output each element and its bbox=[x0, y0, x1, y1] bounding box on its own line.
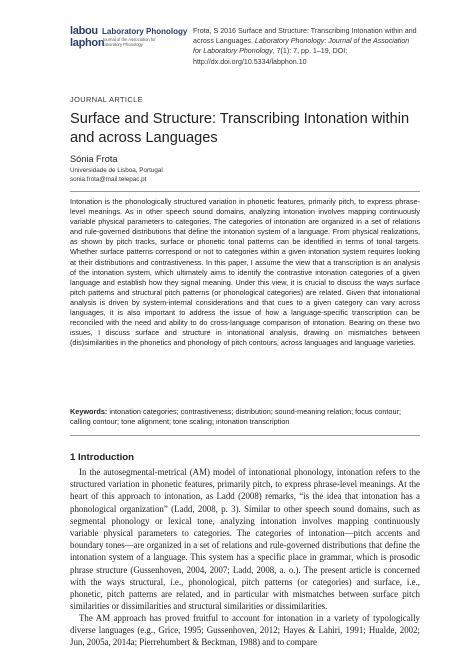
article-type-label: JOURNAL ARTICLE bbox=[70, 95, 143, 104]
keywords-label: Keywords: bbox=[70, 407, 108, 416]
intro-paragraph-1: In the autosegmental-metrical (AM) model of intonational phonology, intonation refers to the structured variation in phonetic features, primarily pitch, to express phrase-level meanings. At the heart of this approach to intonation, as Ladd (2008) remarks, “is the idea that intonation has a phonological organization” (Ladd, 2008, p. 3). Similar to other speech sound domains, such as segmental phonology or lexical tone, analyzing intonation involves mapping continuously variable physical parameters to categories. The categories of intonation—pitch accents and boundary tones—are organized in a set of relations and rule-governed distributions that define the intonation system of a language. This system has a specific place in grammar, which is prosodic phrase structure (Gussenhoven, 2004, 2007; Ladd, 2008, a. o.). The present article is concerned with the ways structural, i.e., phonological, pitch patterns (or categories) and surface, i.e., phonetic, pitch patterns are related, and in particular with mismatches between surface pitch similarities or dissimilarities and structural similarities or dissimilarities. bbox=[70, 467, 420, 612]
abstract-top-divider bbox=[70, 191, 420, 192]
author-affiliation: Universidade de Lisboa, Portugal bbox=[70, 167, 163, 174]
author-affiliation-block bbox=[70, 167, 163, 184]
logo-bottom-text: laphon bbox=[70, 37, 105, 49]
journal-logo bbox=[70, 25, 188, 52]
citation-plain: Frota, S 2016 Surface and Structure: Transcribing Intonation within and across Languages. bbox=[193, 27, 417, 46]
citation-tail: , 7(1): 7, pp. 1–19, DOI: http://dx.doi.org/10.5334/labphon.10 bbox=[193, 47, 348, 66]
labphon-logo-mark bbox=[70, 25, 105, 52]
logo-top-text: labou bbox=[70, 25, 98, 37]
article-title: Surface and Structure: Transcribing Intonation within and across Languages bbox=[70, 111, 410, 146]
keywords-bottom-divider bbox=[70, 435, 420, 436]
citation-block bbox=[193, 26, 417, 67]
author-name: Sónia Frota bbox=[70, 154, 118, 164]
intro-paragraph-2: The AM approach has proved fruitful to account for intonation in a variety of typologically diverse languages (e.g., Grice, 1995; Gussenhoven, 2012; Hayes & Lahiri, 1991; Hualde, 2002; Jun, 2005a, 2014a; Pierrehumbert & Beckman, 1988) and to compare bbox=[70, 613, 420, 648]
logo-tagline: Journal of the Association for Laboratory Phonology bbox=[102, 37, 156, 47]
keywords-text: intonation categories; contrastiveness; distribution; sound-meaning relation; focus contour; calling contour; tone alignment; tone scaling; intonation transcription bbox=[70, 407, 401, 427]
citation-journal: Laboratory Phonology: Journal of the Association for Laboratory Phonology bbox=[193, 37, 410, 56]
logo-journal-name: Laboratory Phonology bbox=[102, 27, 188, 36]
section-heading-introduction: 1 Introduction bbox=[70, 452, 134, 463]
author-email[interactable]: sonia.frota@mail.telepac.pt bbox=[70, 175, 147, 183]
keywords bbox=[70, 407, 420, 427]
abstract: Intonation is the phonologically structured variation in phonetic features, primarily pitch, to express phrase-level meanings. As in other speech sound domains, analyzing intonation involves mapping continuously variable physical parameters to categories. The categories of intonation are organized in a set of relations and rule-governed distributions that define the intonation system of a language. From physical realizations, as shown by pitch tracks, surface or phonetic tonal patterns can be identified in terms of tonal targets. Whether surface patterns correspond or not to categories within a given intonation system requires looking at their distributions and contrastiveness. In this paper, I assume the view that a transcription is an analysis of the intonation system, which ultimately aims to identify the contrastive intonation categories of a given language and establish how they signal meaning. Under this view, it is crucial to discuss the ways surface pitch patterns and structural pitch patterns (or phonological categories) are related. Given that intonational analysis is driven by system-internal considerations and that cues to a given category can vary across languages, it is also important to address the issue of how a language-specific transcription can be reconciled with the need and ability to do cross-language comparison of intonation. Bearing on these two issues, I discuss surface and structure in intonational analysis, drawing on mismatches between (dis)similarities in the phonetics and phonology of pitch contours, across languages and language varieties. bbox=[70, 197, 420, 348]
